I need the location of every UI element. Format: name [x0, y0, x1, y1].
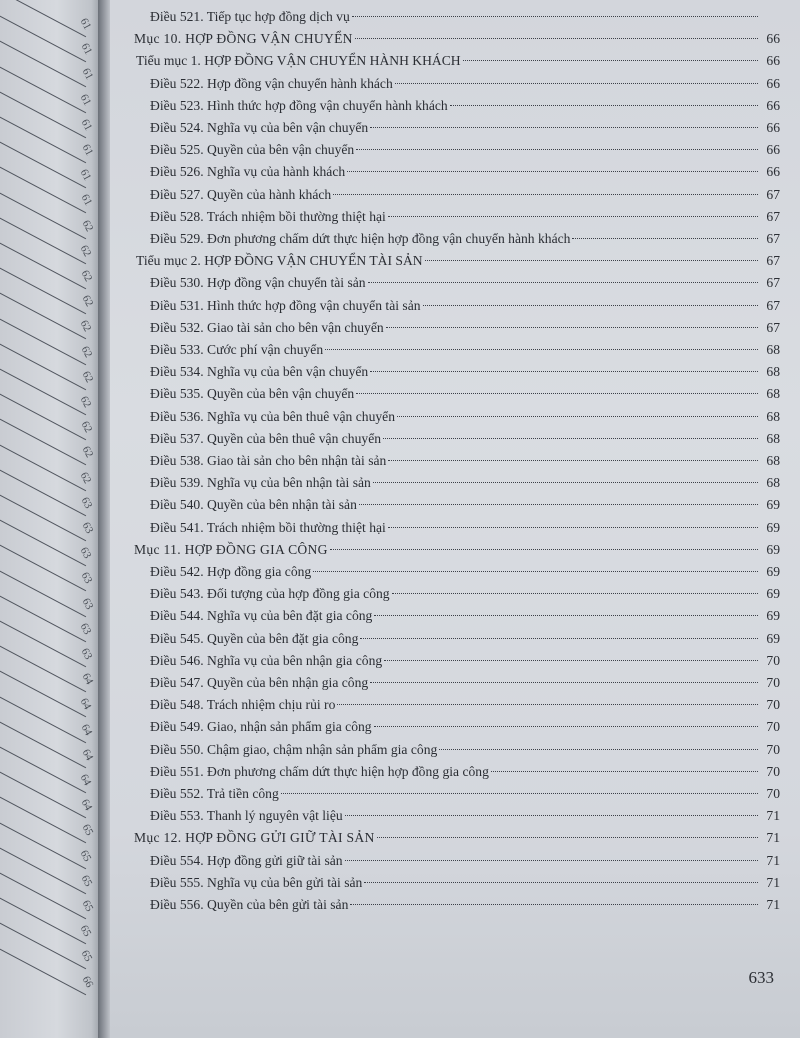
toc-entry-label: Điều 531. Hình thức hợp đồng vận chuyển tài sản [150, 297, 421, 313]
facing-page-number: 61 [78, 192, 95, 209]
toc-entry-page: 69 [766, 497, 780, 513]
page-number: 633 [748, 968, 774, 987]
toc-entry-label: Điều 554. Hợp đồng gửi giữ tài sản [150, 852, 343, 868]
toc-entry-label: Điều 525. Quyền của bên vận chuyển [150, 142, 355, 158]
toc-entry-page: 68 [766, 475, 780, 491]
toc-entry-article [110, 117, 800, 138]
toc-entry-label: Điều 541. Trách nhiệm bồi thường thiệt hại [150, 519, 386, 535]
toc-leader-dots [356, 149, 758, 150]
toc-leader-dots [359, 504, 758, 505]
toc-entry-page: 69 [766, 564, 780, 579]
toc-entry-label: Điều 540. Quyền của bên nhận tài sản [150, 497, 357, 513]
toc-entry-page: 71 [766, 897, 780, 912]
toc-entry-label: Điều 533. Cước phí vận chuyển [150, 342, 324, 357]
toc-entry-label: Điều 542. Hợp đồng gia công [150, 564, 312, 579]
toc-leader-dots [395, 83, 758, 84]
toc-entry-subsection [110, 50, 800, 71]
facing-page-number: 66 [79, 973, 96, 990]
toc-entry-label: Điều 553. Thanh lý nguyên vật liệu [150, 808, 343, 824]
facing-page-number: 63 [77, 621, 94, 637]
toc-entry-label: Điều 548. Trách nhiệm chịu rủi ro [150, 697, 336, 713]
facing-page-number: 65 [77, 923, 94, 939]
toc-entry-article [110, 561, 800, 582]
facing-page-number: 62 [77, 469, 94, 486]
toc-entry-page: 71 [766, 852, 780, 868]
toc-entry-page: 70 [766, 763, 780, 779]
toc-leader-dots [423, 305, 758, 306]
facing-page-number: 64 [78, 721, 95, 738]
toc-entry-article [110, 805, 800, 826]
toc-entry-label: Điều 527. Quyền của hành khách [150, 186, 332, 202]
facing-page-number: 62 [78, 419, 95, 435]
facing-page-edge [0, 0, 104, 1038]
toc-entry-page: 66 [766, 120, 780, 135]
toc-leader-dots [370, 371, 758, 372]
toc-entry-article [110, 206, 800, 227]
toc-leader-dots [383, 438, 758, 439]
toc-leader-dots [313, 571, 758, 572]
toc-entry-label: Điều 535. Quyền của bên vận chuyển [150, 386, 355, 402]
toc-entry-page: 67 [766, 208, 780, 224]
facing-page-number: 63 [78, 570, 95, 587]
facing-page-number: 65 [78, 873, 95, 889]
toc-entry-page: 67 [766, 297, 780, 313]
toc-entry-label: Điều 536. Nghĩa vụ của bên thuê vận chuyển [150, 408, 395, 424]
toc-leader-dots [392, 593, 758, 594]
toc-entry-page: 70 [766, 786, 780, 801]
toc-entry-page: 67 [766, 253, 780, 269]
toc-entry-section [110, 28, 800, 49]
toc-entry-article [110, 716, 800, 737]
toc-entry-label: Điều 544. Nghĩa vụ của bên đặt gia công [150, 608, 373, 624]
toc-entry-page: 71 [766, 808, 780, 824]
facing-page-number: 65 [79, 822, 96, 839]
toc-leader-dots [388, 460, 758, 461]
toc-entry-article [110, 628, 800, 649]
facing-page-number: 63 [77, 545, 94, 561]
toc-entry-label: Tiểu mục 1. HỢP ĐỒNG VẬN CHUYỂN HÀNH KHÁCH [136, 53, 461, 69]
facing-page-number: 61 [79, 142, 96, 158]
facing-page-number: 64 [79, 671, 96, 687]
toc-entry-page: 66 [766, 97, 780, 113]
toc-entry-label: Điều 546. Nghĩa vụ của bên nhận gia công [150, 652, 383, 668]
toc-leader-dots [350, 904, 758, 905]
toc-entry-page: 69 [766, 519, 780, 535]
toc-page [110, 0, 800, 1038]
toc-entry-label: Điều 530. Hợp đồng vận chuyển tài sản [150, 275, 366, 291]
facing-page-number: 62 [79, 217, 96, 234]
toc-entry-page: 71 [766, 830, 780, 846]
facing-page-number: 61 [77, 167, 94, 183]
toc-entry-label: Mục 10. HỢP ĐỒNG VẬN CHUYỂN [134, 31, 353, 47]
toc-entry-label: Điều 552. Trả tiền công [150, 786, 279, 801]
toc-entry-label: Mục 12. HỢP ĐỒNG GỬI GIỮ TÀI SẢN [134, 830, 375, 846]
toc-entry-label: Tiểu mục 2. HỢP ĐỒNG VẬN CHUYỂN TÀI SẢN [136, 253, 423, 269]
facing-page-number: 62 [77, 318, 94, 335]
toc-leader-dots [352, 16, 758, 17]
toc-leader-dots [439, 749, 758, 750]
toc-leader-dots [337, 704, 758, 705]
toc-entry-page: 66 [766, 53, 780, 69]
toc-entry-page: 69 [766, 630, 780, 646]
toc-entry-article [110, 472, 800, 493]
toc-leader-dots [364, 882, 758, 883]
toc-entry-page: 68 [766, 430, 780, 446]
facing-page-number: 65 [77, 847, 94, 864]
toc-leader-dots [333, 194, 758, 195]
toc-leader-dots [345, 860, 758, 861]
toc-leader-dots [345, 815, 758, 816]
toc-entry-section [110, 539, 800, 560]
toc-entry-article [110, 184, 800, 205]
toc-entry-label: Điều 537. Quyền của bên thuê vận chuyển [150, 430, 382, 446]
toc-entry-article [110, 517, 800, 538]
toc-entry-page: 70 [766, 652, 780, 668]
toc-entry-label: Điều 543. Đối tượng của hợp đồng gia công [150, 586, 390, 602]
toc-entry-article [110, 894, 800, 915]
toc-entry-article [110, 428, 800, 449]
toc-leader-dots [360, 638, 758, 639]
toc-entry-article [110, 605, 800, 626]
toc-leader-dots [491, 771, 758, 772]
toc-entry-page: 66 [766, 164, 780, 180]
toc-leader-dots [397, 416, 758, 417]
toc-entry-label: Điều 545. Quyền của bên đặt gia công [150, 630, 359, 646]
toc-entry-page: 70 [766, 697, 780, 713]
toc-entry-label: Điều 555. Nghĩa vụ của bên gửi tài sản [150, 874, 363, 890]
toc-entry-label: Điều 538. Giao tài sản cho bên nhận tài sản [150, 453, 387, 468]
toc-entry-article [110, 583, 800, 604]
facing-page-number: 62 [78, 268, 95, 284]
toc-entry-section [110, 827, 800, 848]
toc-entry-article [110, 361, 800, 382]
toc-entry-article [110, 650, 800, 671]
toc-leader-dots [330, 549, 758, 550]
toc-entry-label: Điều 524. Nghĩa vụ của bên vận chuyển [150, 120, 369, 135]
facing-page-number: 62 [79, 444, 96, 461]
toc-entry-page: 66 [766, 142, 780, 158]
toc-entry-article [110, 6, 800, 27]
facing-page-number: 61 [78, 117, 95, 133]
toc-entry-label: Mục 11. HỢP ĐỒNG GIA CÔNG [134, 541, 328, 557]
facing-page-leader-line [0, 0, 86, 37]
toc-entry-page: 68 [766, 386, 780, 402]
toc-entry-article [110, 494, 800, 515]
toc-entry-article [110, 850, 800, 871]
toc-entry-label: Điều 521. Tiếp tục hợp đồng dịch vụ [150, 9, 350, 24]
facing-page-number: 65 [79, 898, 96, 914]
toc-leader-dots [370, 127, 758, 128]
toc-leader-dots [374, 615, 758, 616]
toc-entry-page: 70 [766, 741, 780, 757]
toc-leader-dots [347, 171, 758, 172]
facing-page-number: 61 [77, 91, 94, 108]
toc-entry-label: Điều 534. Nghĩa vụ của bên vận chuyển [150, 364, 369, 380]
toc-entry-label: Điều 547. Quyền của bên nhận gia công [150, 675, 369, 690]
toc-entry-label: Điều 550. Chậm giao, chậm nhận sản phẩm gia công [150, 741, 438, 757]
facing-page-number: 64 [77, 772, 94, 788]
toc-entry-label: Điều 556. Quyền của bên gửi tài sản [150, 897, 349, 912]
toc-entry-page: 68 [766, 342, 780, 357]
facing-page-number: 63 [79, 595, 96, 612]
toc-leader-dots [386, 327, 758, 328]
toc-entry-page: 67 [766, 319, 780, 335]
toc-entry-article [110, 406, 800, 427]
toc-entry-page: 68 [766, 364, 780, 380]
toc-leader-dots [377, 837, 758, 838]
facing-page-number: 62 [79, 293, 96, 309]
facing-page-number: 62 [78, 343, 95, 360]
toc-entry-article [110, 761, 800, 782]
toc-entry-label: Điều 549. Giao, nhận sản phẩm gia công [150, 719, 372, 735]
facing-page-number: 64 [78, 797, 95, 813]
facing-page-number: 62 [77, 394, 94, 410]
toc-entry-label: Điều 532. Giao tài sản cho bên vận chuyển [150, 319, 384, 335]
table-of-contents [110, 0, 800, 1000]
toc-entry-label: Điều 522. Hợp đồng vận chuyển hành khách [150, 75, 393, 91]
toc-leader-dots [373, 482, 758, 483]
toc-entry-page: 68 [766, 453, 780, 468]
toc-entry-page: 68 [766, 408, 780, 424]
toc-entry-article [110, 161, 800, 182]
toc-entry-article [110, 672, 800, 693]
toc-entry-label: Điều 551. Đơn phương chấm dứt thực hiện hợp đồng gia công [150, 763, 489, 779]
toc-entry-article [110, 739, 800, 760]
toc-entry-article [110, 139, 800, 160]
toc-entry-page: 67 [766, 275, 780, 291]
toc-entry-label: Điều 526. Nghĩa vụ của hành khách [150, 164, 346, 180]
toc-entry-page: 69 [766, 586, 780, 602]
toc-leader-dots [450, 105, 758, 106]
toc-leader-dots [368, 282, 758, 283]
toc-entry-label: Điều 523. Hình thức hợp đồng vận chuyển hành khách [150, 97, 448, 113]
facing-page-number: 62 [77, 243, 94, 259]
toc-leader-dots [370, 682, 758, 683]
toc-leader-dots [325, 349, 758, 350]
toc-entry-article [110, 383, 800, 404]
toc-entry-article [110, 872, 800, 893]
toc-entry-page: 69 [766, 608, 780, 624]
toc-entry-article [110, 295, 800, 316]
facing-page-number: 63 [78, 646, 95, 662]
toc-entry-page: 66 [766, 75, 780, 91]
toc-entry-article [110, 95, 800, 116]
facing-page-number: 61 [78, 41, 95, 57]
toc-entry-article [110, 450, 800, 471]
toc-entry-label: Điều 528. Trách nhiệm bồi thường thiệt hại [150, 208, 386, 224]
facing-page-number: 65 [78, 948, 95, 965]
toc-entry-page: 69 [766, 541, 780, 557]
toc-entry-page: 66 [766, 31, 780, 47]
toc-entry-label: Điều 529. Đơn phương chấm dứt thực hiện hợp đồng vận chuyển hành khách [150, 231, 571, 246]
toc-leader-dots [463, 60, 758, 61]
facing-page-number: 64 [79, 747, 96, 763]
facing-page-number: 63 [79, 520, 96, 536]
facing-page-number: 63 [78, 495, 95, 511]
toc-entry-article [110, 272, 800, 293]
toc-entry-article [110, 783, 800, 804]
toc-entry-article [110, 317, 800, 338]
toc-entry-label: Điều 539. Nghĩa vụ của bên nhận tài sản [150, 475, 371, 491]
toc-leader-dots [388, 527, 758, 528]
toc-leader-dots [572, 238, 758, 239]
facing-page-number: 61 [79, 66, 96, 83]
toc-leader-dots [355, 38, 758, 39]
toc-entry-article [110, 228, 800, 249]
toc-leader-dots [388, 216, 758, 217]
toc-entry-subsection [110, 250, 800, 271]
toc-entry-article [110, 73, 800, 94]
toc-leader-dots [356, 393, 758, 394]
facing-page-number: 64 [77, 696, 94, 713]
facing-page-number: 61 [77, 16, 94, 32]
facing-page-number: 62 [79, 369, 96, 385]
toc-leader-dots [384, 660, 758, 661]
toc-entry-article [110, 694, 800, 715]
toc-entry-page: 67 [766, 186, 780, 202]
toc-entry-page: 67 [766, 231, 780, 246]
toc-entry-article [110, 339, 800, 360]
toc-leader-dots [374, 726, 758, 727]
toc-entry-page: 70 [766, 719, 780, 735]
toc-leader-dots [281, 793, 758, 794]
toc-entry-page: 70 [766, 675, 780, 690]
toc-entry-page: 71 [766, 874, 780, 890]
toc-leader-dots [425, 260, 758, 261]
